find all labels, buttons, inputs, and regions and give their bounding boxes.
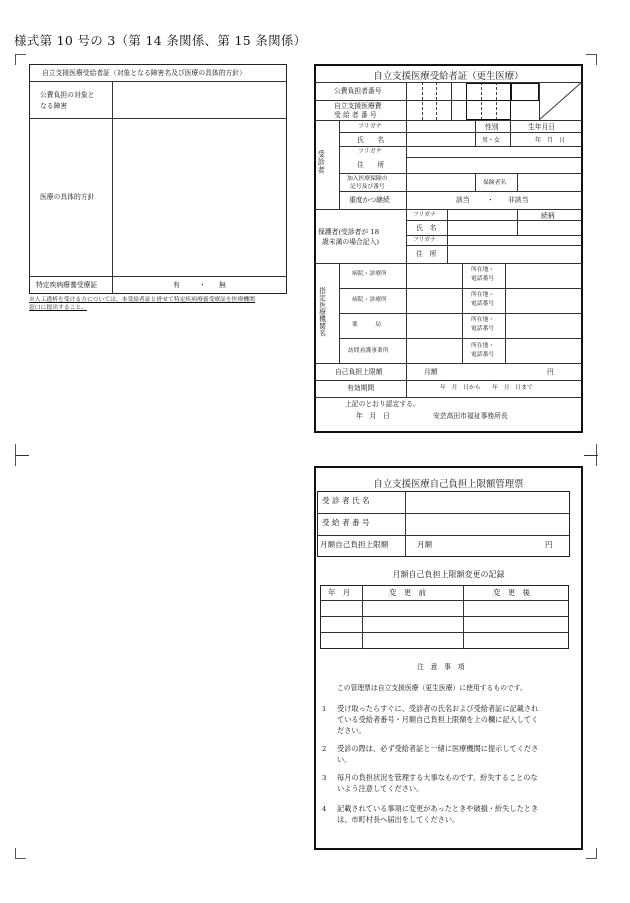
severe-applies[interactable]: 該当 <box>456 196 470 204</box>
col-after: 変 更 後 <box>493 588 530 597</box>
name-label: 氏 名 <box>357 136 385 144</box>
cert-rule <box>339 313 582 314</box>
certification-statement: 上記のとおり認定する。 <box>345 400 420 408</box>
certification-date: 年 月 日 <box>356 412 390 420</box>
monthly-limit-month: 月額 <box>417 540 433 549</box>
recipient-number-label-2: 受 給 者 番 号 <box>334 111 377 119</box>
cert-rule <box>315 209 582 210</box>
cert-rule <box>339 120 340 209</box>
note-3 <box>337 772 538 794</box>
mgmt-rule <box>320 600 569 601</box>
insurance-label: 加入医療保険の <box>347 176 388 182</box>
target-disability-label-2: なる障害 <box>40 102 68 110</box>
severe-dot: ・ <box>487 196 494 204</box>
notes-intro: この管理票は自立支援医療（更生医療）に使用するものです。 <box>337 684 527 692</box>
insurance-number-field[interactable] <box>407 174 475 191</box>
monthly-limit-label: 月額自己負担上限額 <box>320 540 389 549</box>
note-1 <box>337 703 538 736</box>
note-2-line-1: 受診の際は、必ず受給者証と一緒に医療機関に提示してくださ <box>337 744 539 753</box>
mgmt-rule <box>463 585 464 649</box>
crop-mark-mid-left-h <box>15 455 29 456</box>
note-4-number: 4 <box>322 805 327 813</box>
public-payer-number-label: 公費負担者番号 <box>334 87 382 95</box>
treatment-policy-label: 医療の具体的方針 <box>40 193 95 201</box>
severe-continuing-label: 重度かつ継続 <box>349 196 390 204</box>
specific-disease-label: 特定疾病療養受療証 <box>36 281 98 289</box>
treatment-policy-field[interactable] <box>112 118 287 276</box>
cert-rule <box>517 209 518 235</box>
cert-rule <box>339 191 582 192</box>
note-1-line-3: ださい。 <box>337 726 366 736</box>
institution-2-addr: 所在地・ <box>471 292 495 298</box>
digit-divider <box>436 82 437 120</box>
sex-value[interactable]: 男・女 <box>482 137 501 144</box>
note-4-line-1: 記載されている事項に変更があったときや破損・紛失したとき <box>337 804 539 813</box>
col-year-month: 年 月 <box>328 588 351 597</box>
mgmt-rule <box>320 616 569 617</box>
cert-rule <box>315 380 582 381</box>
crop-mark-top-left <box>15 54 26 65</box>
sex-header: 性別 <box>485 123 499 131</box>
cert-rule <box>339 338 582 339</box>
institution-group-label: 指定医療機関名 <box>317 287 326 337</box>
col-before: 変 更 前 <box>389 588 426 597</box>
guardian-furigana-label: フリガナ <box>413 212 436 218</box>
note-2 <box>337 743 538 765</box>
patient-name-label: 受 診 者 氏 名 <box>322 496 370 505</box>
recipient-number-field[interactable] <box>466 100 511 120</box>
birthdate-value[interactable]: 年 月 日 <box>535 137 566 144</box>
guardian-address-furigana: フリガナ <box>413 237 436 243</box>
cert-rule <box>406 82 407 120</box>
severe-not-applies[interactable]: 非該当 <box>508 196 529 204</box>
address-label: 住 所 <box>357 161 385 169</box>
note-1-line-2: ている受給者番号・月額自己負担上限額を上の欄に記入してく <box>337 715 539 725</box>
cert-rule <box>339 288 582 289</box>
note-3-number: 3 <box>322 774 327 782</box>
mgmt-rule <box>362 585 363 649</box>
guardian-name-label: 氏 名 <box>416 224 437 232</box>
note-4 <box>337 803 538 825</box>
digit-divider <box>422 82 423 120</box>
valid-period-value[interactable]: 年 月 日から 年 月 日まで <box>440 385 533 391</box>
mgmt-patient-name-field[interactable] <box>406 492 569 512</box>
recipient-number-label: 自立支援医療費 <box>334 102 382 110</box>
copay-limit-label: 自己負担上限額 <box>335 368 383 376</box>
patient-name-field[interactable] <box>407 133 474 146</box>
target-disability-label: 公費負担の対象と <box>40 91 95 99</box>
cert-rule <box>315 120 582 121</box>
form-header: 様式第 10 号の 3（第 14 条関係、第 15 条関係） <box>14 33 307 48</box>
institution-4-label: 訪問看護事業所 <box>348 348 389 354</box>
crop-mark-top-right <box>586 54 597 65</box>
diagonal-stroke <box>539 82 582 120</box>
specific-disease-yes[interactable]: 有 <box>173 281 180 289</box>
note-2-number: 2 <box>322 745 327 753</box>
mgmt-recipient-no-field[interactable] <box>406 514 569 534</box>
specific-disease-no[interactable]: 無 <box>219 281 226 289</box>
note-4-line-2: は、市町村長へ届出をしてください。 <box>337 815 460 825</box>
institution-3-label: 薬 局 <box>352 322 381 328</box>
change-record-title: 月額自己負担上限額変更の記録 <box>392 570 505 579</box>
crop-mark-mid-right-h <box>584 455 598 456</box>
cert-rule <box>315 363 582 364</box>
institution-2-label: 病院・診療所 <box>352 297 387 303</box>
note-1-line-1: 受け取ったらすぐに、受診者の氏名および受給者証に記載され <box>337 704 539 713</box>
digit-divider <box>451 82 452 120</box>
copay-limit-month: 月額 <box>424 368 438 376</box>
institution-3-addr: 所在地・ <box>471 317 495 323</box>
mgmt-rule <box>320 632 569 633</box>
institution-1-label: 病院・診療所 <box>352 271 387 277</box>
valid-period-label: 有効期間 <box>347 384 375 392</box>
recipient-no-label: 受 給 者 番 号 <box>322 518 370 527</box>
institution-1-addr: 所在地・ <box>471 267 495 273</box>
cert-rule <box>406 235 582 236</box>
note-3-line-1: 毎月の負担状況を管理する大事なものです。紛失することのな <box>337 773 538 782</box>
patient-group-label: 受診者 <box>317 150 327 175</box>
cert-rule <box>406 209 407 263</box>
institution-4-addr: 所在地・ <box>471 343 495 349</box>
guardian-relation-label: 続柄 <box>541 212 555 220</box>
monthly-limit-yen: 円 <box>545 540 553 549</box>
dialysis-note-2: 窓口に提出すること。 <box>29 305 87 311</box>
address-furigana-label: フリガナ <box>358 148 382 155</box>
note-2-line-2: い。 <box>337 755 352 765</box>
guardian-address-field[interactable] <box>448 246 581 262</box>
institution-3-phone: 電話番号 <box>471 326 495 332</box>
guardian-label-2: 歳未満の場合記入) <box>322 238 380 246</box>
check-digit-box[interactable] <box>511 83 539 101</box>
certificate-title: 自立支援医療受給者証（更生医療） <box>373 71 524 82</box>
institution-4-phone: 電話番号 <box>471 352 495 358</box>
patient-address-field[interactable] <box>407 158 581 172</box>
institution-2-phone: 電話番号 <box>471 301 495 307</box>
insurance-label-2: 記号及び番号 <box>350 184 385 190</box>
crop-mark-bottom-right <box>586 848 597 859</box>
specific-disease-dot: ・ <box>199 281 206 289</box>
cert-rule <box>315 263 582 264</box>
mgmt-rule <box>317 535 570 536</box>
cert-rule <box>475 173 476 191</box>
public-payer-number-field[interactable] <box>466 83 511 101</box>
issuer-name: 安芸高田市福祉事務所長 <box>433 412 508 420</box>
furigana-label: フリガナ <box>358 123 382 130</box>
note-3-line-2: いよう注意してください。 <box>337 784 424 794</box>
cert-rule <box>339 146 582 147</box>
dialysis-note: ※人工透析を受ける方については、本受給者証と併せて特定疾病療養受療証を医療機関 <box>29 297 255 303</box>
guardian-name-field[interactable] <box>448 221 516 235</box>
notes-title: 注 意 事 項 <box>417 663 465 671</box>
cert-rule <box>315 397 582 398</box>
guardian-label: 保護者(受診者が 18 <box>318 228 380 236</box>
birthdate-header: 生年月日 <box>528 123 556 131</box>
left-card-title: 自立支援医療受給者証（対象となる障害名及び医療の具体的方針） <box>42 69 246 77</box>
target-disability-field[interactable] <box>112 81 287 118</box>
copay-limit-yen: 円 <box>547 368 554 376</box>
left-card-rule <box>29 276 287 277</box>
institution-1-phone: 電話番号 <box>471 276 495 282</box>
guardian-address-label: 住 所 <box>416 250 437 258</box>
cert-rule <box>475 120 476 146</box>
note-1-number: 1 <box>322 705 327 713</box>
change-record-table <box>320 585 569 649</box>
cert-rule <box>510 120 511 146</box>
crop-mark-bottom-left <box>15 848 26 859</box>
cert-rule <box>517 173 518 191</box>
management-title: 自立支援医療自己負担上限額管理票 <box>373 479 524 490</box>
insurer-label: 保険者名 <box>483 180 507 186</box>
